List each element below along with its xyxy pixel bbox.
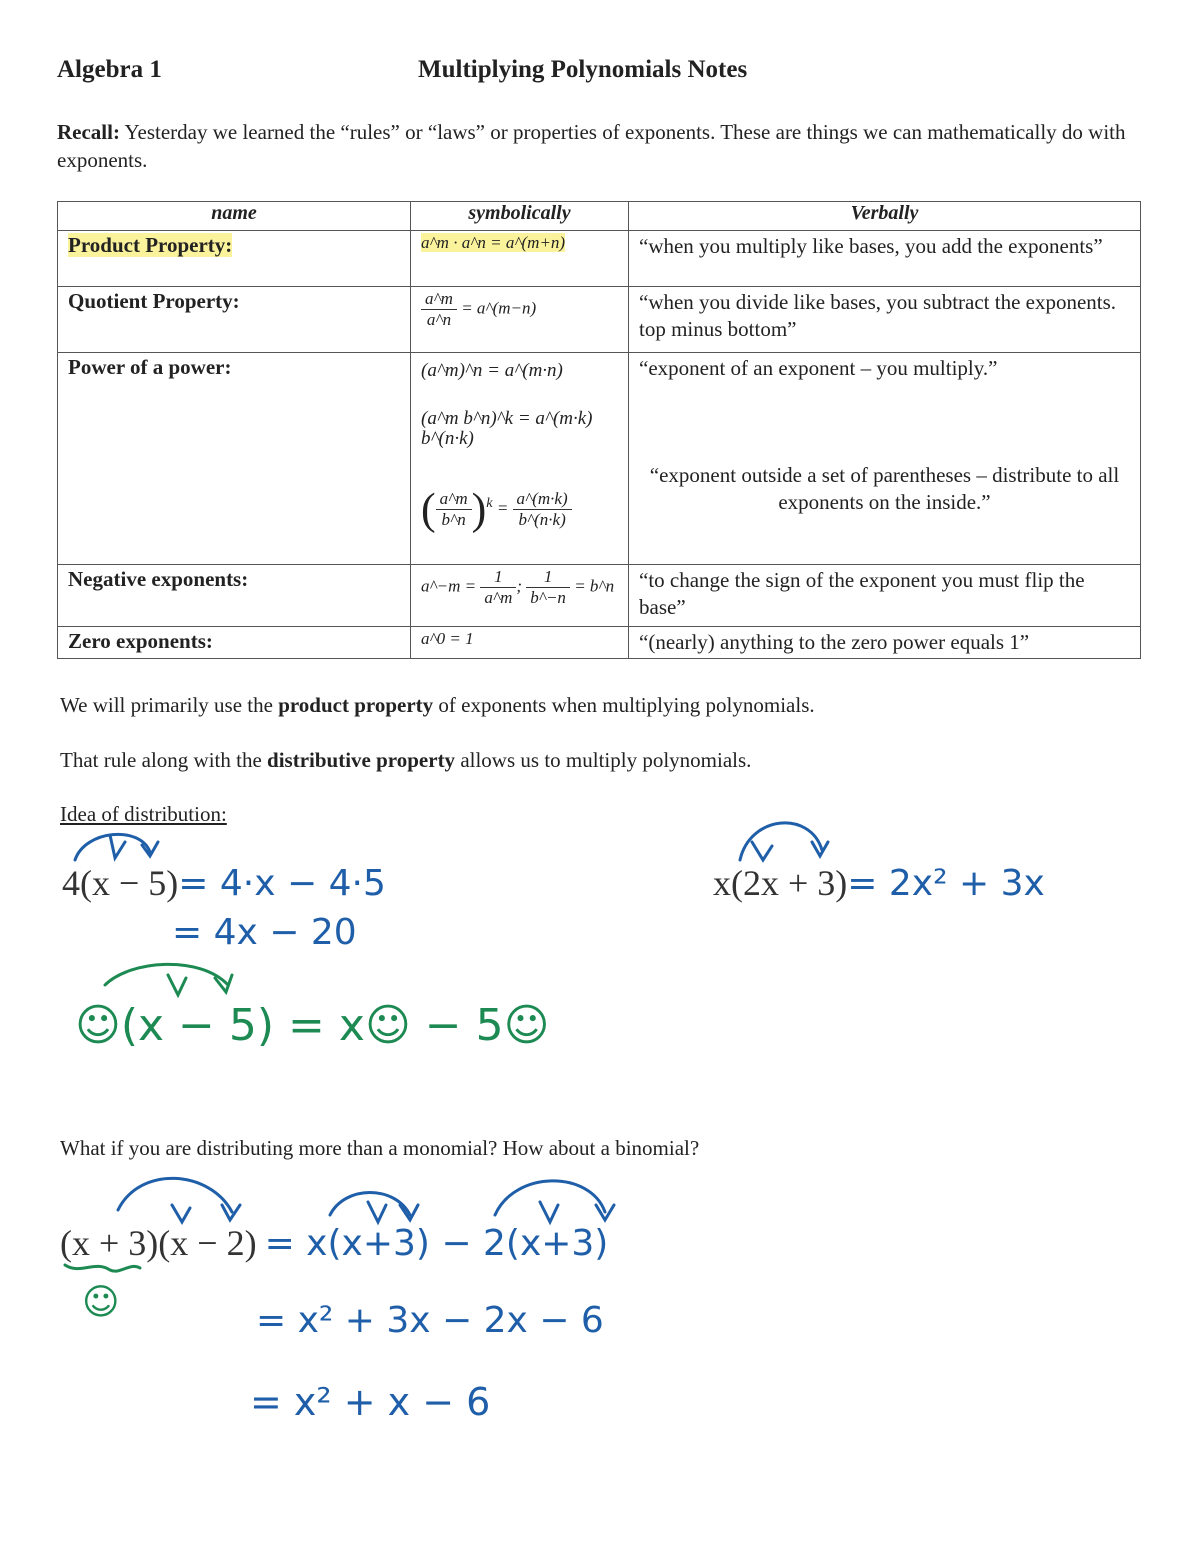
recall-text: Yesterday we learned the “rules” or “laws” or properties of exponents. These are things we can mathematically do with exponents. (57, 120, 1126, 172)
quotient-property-verbal: “when you divide like bases, you subtract the exponents. top minus bottom” (629, 287, 1141, 353)
pq-denominator: b^n (441, 510, 466, 529)
negative-den1: a^m (484, 588, 513, 607)
table-row (58, 565, 1141, 627)
header-name: name (58, 202, 411, 231)
power-of-product-verbal: “exponent outside a set of parentheses – distribute to all exponents on the inside.” (649, 463, 1120, 514)
idea-of-distribution-label: Idea of distribution: (60, 802, 227, 826)
pq-result-numerator: a^(m·k) (513, 489, 572, 510)
ex2-line1: = 2x² + 3x (847, 863, 1045, 904)
product-property-symbol: a^m · a^n = a^(m+n) (421, 233, 566, 252)
negative-num1: 1 (480, 567, 516, 588)
binomial-question: What if you are distributing more than a monomial? How about a binomial? (60, 1136, 700, 1160)
table-row (58, 287, 1141, 353)
power-of-quotient-symbol: ( $\frac{a\^{}m}{b\^{}n}$ )$^k$ = $\frac{a\^{}(m\cdot k)}{b\^{}(n\cdot k)}$ (421, 489, 618, 530)
power-of-product-symbol: (a^m b^n)^k = a^(m·k) b^(n·k) (421, 408, 593, 449)
ex4-line1: = x(x+3) − 2(x+3) (264, 1223, 609, 1264)
product-property-name: Product Property: (68, 233, 233, 257)
negative-num2: 1 (526, 567, 570, 588)
ex4-smiley: ☺ (82, 1282, 120, 1323)
binomial-underline (65, 1265, 140, 1271)
zero-exponents-symbol: a^0 = 1 (411, 627, 629, 659)
product-property-bold: product property (278, 693, 434, 717)
recall-paragraph (57, 118, 1137, 174)
negative-exponents-verbal: “to change the sign of the exponent you must flip the base” (629, 565, 1141, 627)
quotient-fraction (421, 289, 457, 330)
example-4-times-binomial (62, 862, 386, 904)
negative-rhs: = b^n (574, 576, 615, 596)
arrow-ex3 (105, 964, 228, 985)
ex3-smiley-distribution: ☺(x − 5) = x☺ − 5☺ (75, 1000, 550, 1051)
arrow-ex2 (740, 823, 822, 860)
power-of-power-name: Power of a power: (58, 353, 411, 565)
distributive-property-bold: distributive property (267, 748, 456, 772)
example-x-times-binomial (713, 862, 1045, 904)
negative-separator: ; (516, 576, 523, 596)
power-of-power-symbol: (a^m)^n = a^(m·n) (421, 360, 563, 381)
power-of-power-verbal: “exponent of an exponent – you multiply.” (639, 356, 998, 380)
negative-lhs: a^−m = (421, 576, 477, 596)
quotient-property-name: Quotient Property: (58, 287, 411, 353)
ex2-printed: x(2x + 3) (713, 863, 848, 903)
course-title: Algebra 1 (57, 56, 162, 83)
header-verbal: Verbally (629, 202, 1141, 231)
negative-den2: b^−n (530, 588, 566, 607)
negative-exponents-name: Negative exponents: (58, 565, 411, 627)
zero-exponents-name: Zero exponents: (58, 627, 411, 659)
zero-exponents-verbal: “(nearly) anything to the zero power equals 1” (629, 627, 1141, 659)
paragraph-distributive-property: That rule along with the distributive property allows us to multiply polynomials. (60, 748, 752, 772)
example-binomial-times-binomial (60, 1222, 608, 1264)
table-row (58, 627, 1141, 659)
recall-label: Recall: (57, 120, 120, 144)
arrow-ex4-c (495, 1181, 605, 1215)
arrow-ex4-b (330, 1193, 410, 1216)
quotient-denominator: a^n (426, 310, 452, 329)
ex1-line2: = 4x − 20 (172, 912, 357, 953)
quotient-rhs: = a^(m−n) (461, 298, 537, 318)
paragraph-product-property: We will primarily use the product property of exponents when multiplying polynomials. (60, 693, 815, 717)
page-title: Multiplying Polynomials Notes (418, 56, 748, 83)
exponent-properties-table (57, 201, 1141, 659)
ex4-line2: = x² + 3x − 2x − 6 (256, 1300, 604, 1341)
quotient-numerator: a^m (421, 289, 457, 310)
ex1-printed: 4(x − 5) (62, 863, 179, 903)
table-row (58, 353, 1141, 565)
pq-exponent: k (486, 494, 493, 511)
ex1-line1: = 4·x − 4·5 (178, 863, 386, 904)
ex4-line3: = x² + x − 6 (250, 1380, 491, 1424)
header-symbolic: symbolically (411, 202, 629, 231)
arrow-ex4-a (118, 1178, 232, 1212)
product-property-verbal: “when you multiply like bases, you add the exponents” (629, 231, 1141, 287)
table-row (58, 231, 1141, 287)
arrow-ex1 (75, 834, 150, 860)
pq-numerator: a^m (436, 489, 472, 510)
ex4-printed: (x + 3)(x − 2) (60, 1223, 257, 1263)
pq-result-denominator: b^(n·k) (518, 510, 566, 529)
table-header-row (58, 202, 1141, 231)
